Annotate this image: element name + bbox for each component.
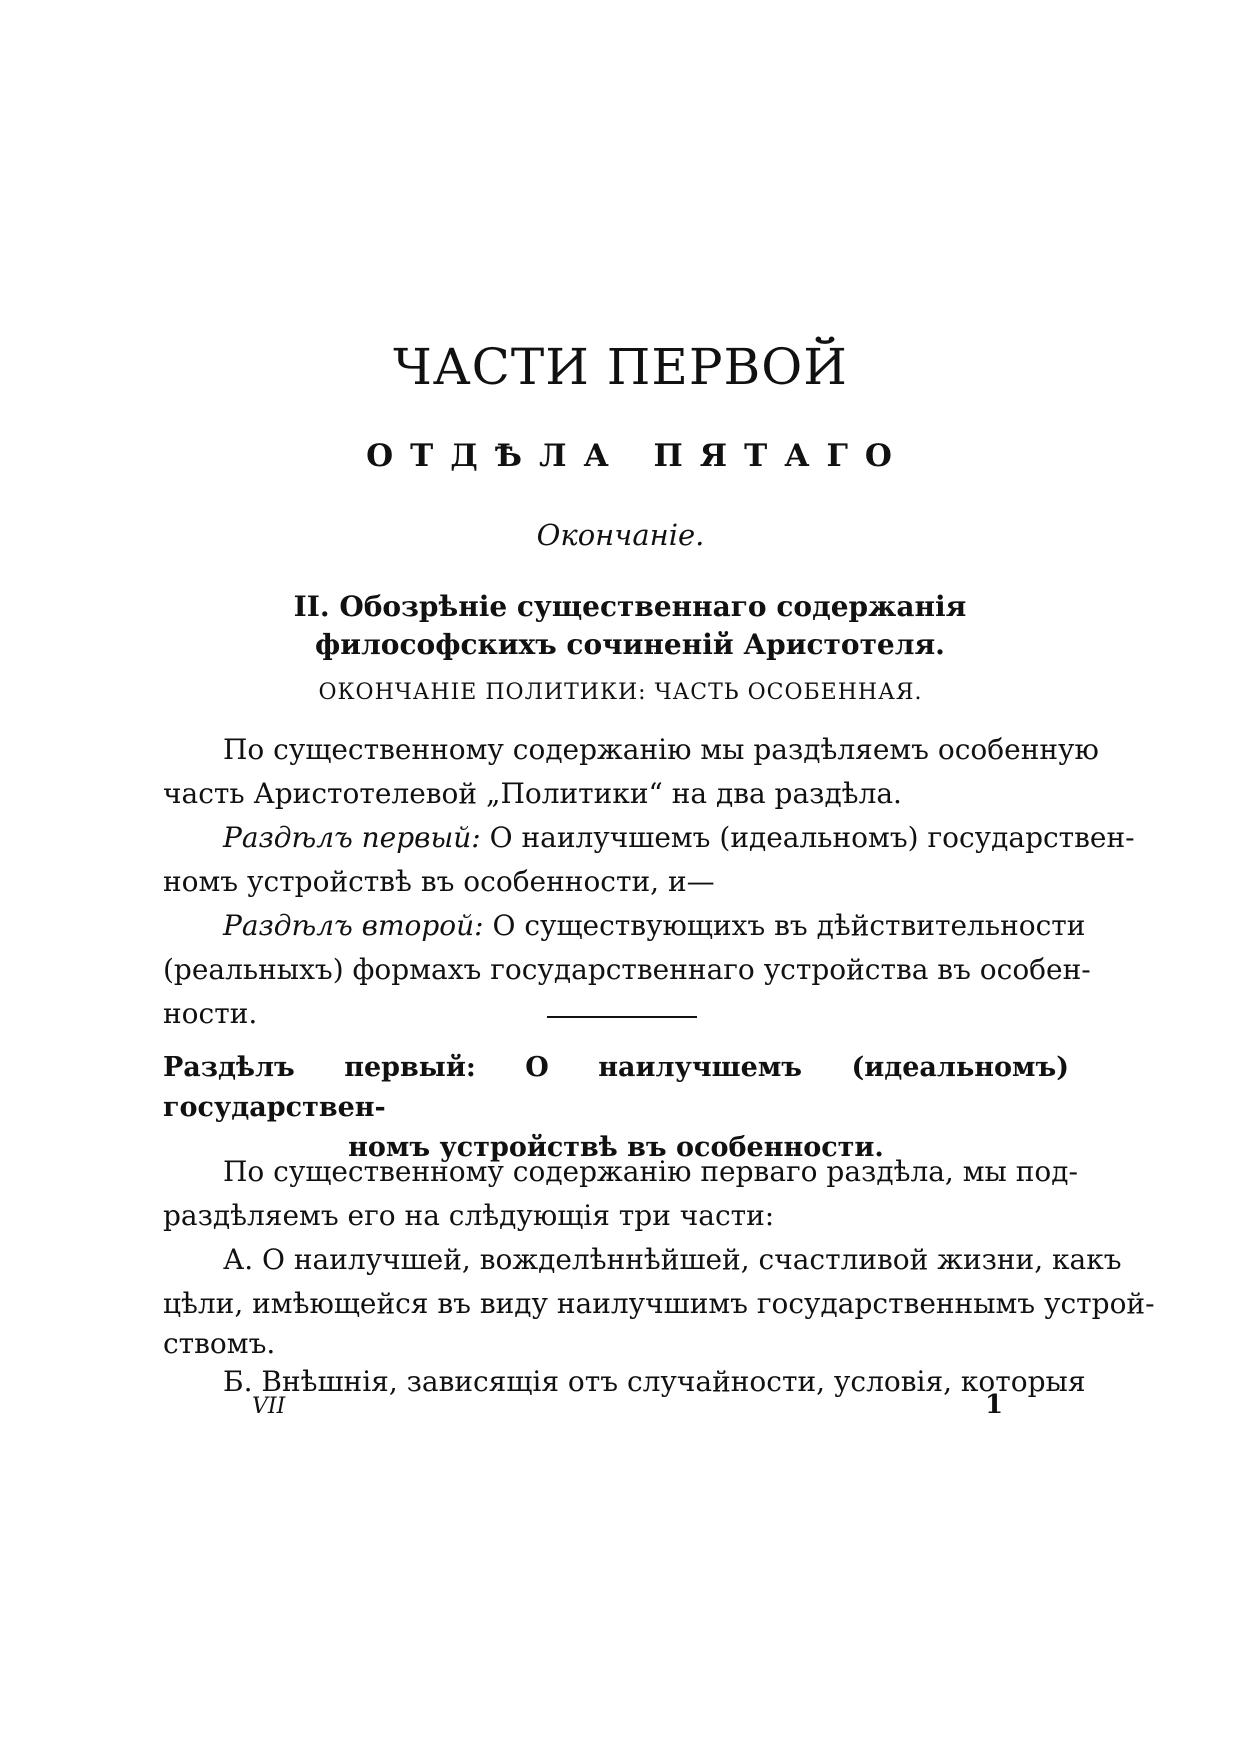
text-line: По существенному содержанію перваго раздѣла, мы под- xyxy=(223,1155,1078,1188)
text-line: Б. Внѣшнія, зависящія отъ случайности, условія, которыя xyxy=(223,1365,1086,1398)
page-number: 1 xyxy=(985,1390,1004,1420)
division-text: О существующихъ въ дѣйствительности xyxy=(483,909,1086,942)
section-divider xyxy=(547,1016,697,1018)
section-heading: II. Обозрѣніе существеннаго содержанія философскихъ сочиненій Аристотеля. xyxy=(293,590,967,661)
text-line xyxy=(163,820,1135,856)
text-line: раздѣляемъ его на слѣдующія три части: xyxy=(163,1199,775,1232)
division-label: Раздѣлъ первый: xyxy=(223,821,481,854)
division-subtitle: ОТДѢЛА ПЯТАГО xyxy=(366,438,909,474)
text-line: По существенному содержанію мы раздѣляемъ особенную xyxy=(223,733,1099,766)
signature-mark: VII xyxy=(252,1394,286,1419)
subsection-heading-line: номъ устройствѣ въ особенности. xyxy=(348,1132,884,1163)
subsection-heading-line: Раздѣлъ первый: О наилучшемъ (идеальномъ) государствен- xyxy=(163,1052,1069,1123)
text-line: цѣли, имѣющейся въ виду наилучшимъ государственнымъ устрой- xyxy=(163,1287,1155,1320)
text-line: А. О наилучшей, вожделѣннѣйшей, счастливой жизни, какъ xyxy=(223,1243,1122,1276)
division-label: Раздѣлъ второй: xyxy=(223,909,484,942)
text-line xyxy=(163,908,1086,944)
text-line: ности. xyxy=(163,997,258,1030)
text-line: ствомъ. xyxy=(163,1327,276,1360)
part-title: ЧАСТИ ПЕРВОЙ xyxy=(393,338,848,396)
continuation-note: Окончаніе. xyxy=(536,518,705,552)
division-text: О наилучшемъ (идеальномъ) государствен- xyxy=(480,821,1135,854)
subsection-heading xyxy=(163,1048,1069,1168)
text-line: часть Аристотелевой „Политики“ на два раздѣла. xyxy=(163,777,902,810)
text-line: (реальныхъ) формахъ государственнаго устройства въ особен- xyxy=(163,953,1091,986)
section-caption: ОКОНЧАНІЕ ПОЛИТИКИ: ЧАСТЬ ОСОБЕННАЯ. xyxy=(318,680,923,705)
text-line: номъ устройствѣ въ особенности, и— xyxy=(163,865,715,898)
